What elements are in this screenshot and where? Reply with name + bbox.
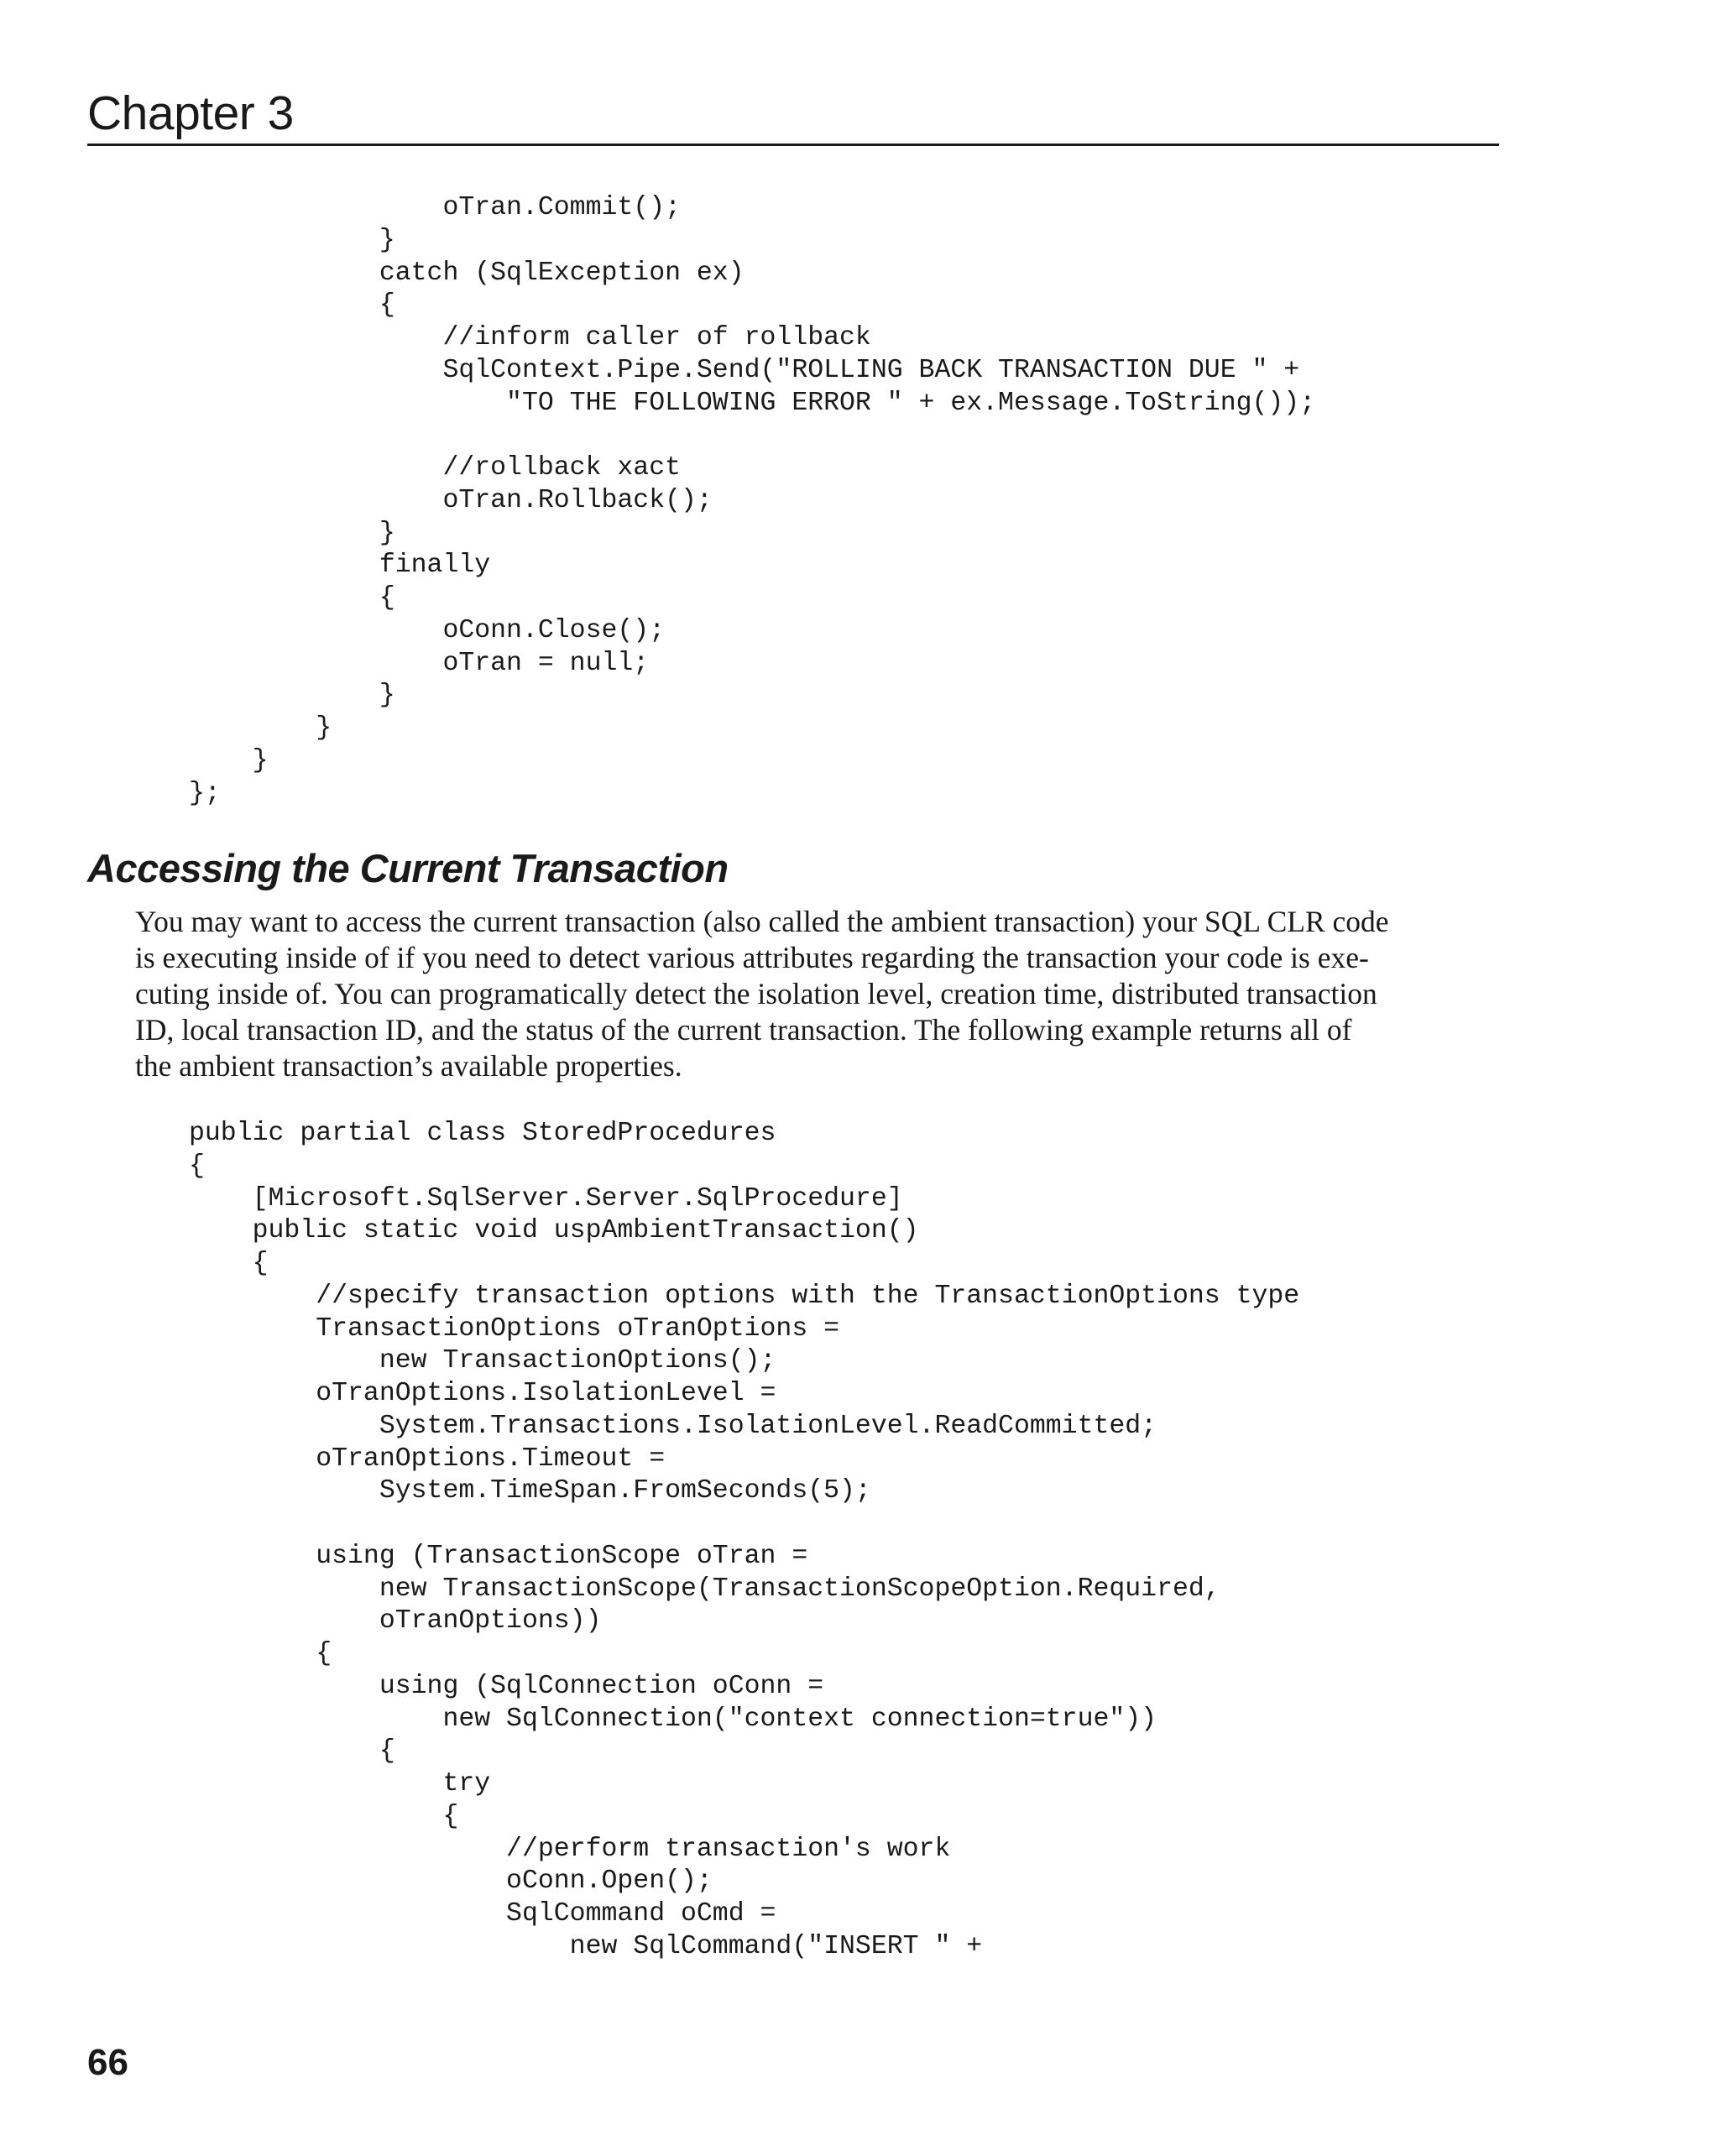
code-line: System.TimeSpan.FromSeconds(5); (189, 1476, 871, 1506)
code-line: { (189, 1249, 269, 1278)
code-line: //rollback xact (189, 453, 681, 483)
code-line: public partial class StoredProcedures (189, 1119, 776, 1148)
code-line: } (189, 745, 269, 775)
paragraph-line: ID, local transaction ID, and the status of the current transaction. The following example returns all of (135, 1013, 1352, 1047)
code-line: oTranOptions.IsolationLevel = (189, 1379, 776, 1408)
code-line: }; (189, 778, 221, 808)
code-line: catch (SqlException ex) (189, 258, 745, 288)
code-line: oConn.Open(); (189, 1866, 713, 1897)
code-line: using (SqlConnection oConn = (189, 1671, 824, 1701)
code-line: //inform caller of rollback (189, 323, 871, 352)
code-line: } (189, 225, 395, 255)
code-line: oConn.Close(); (189, 615, 666, 645)
code-line: SqlCommand oCmd = (189, 1899, 776, 1929)
code-line: { (189, 1801, 459, 1831)
code-line: try (189, 1769, 491, 1798)
code-block-continued (189, 192, 1315, 810)
code-line: { (189, 1151, 205, 1181)
code-line: "TO THE FOLLOWING ERROR " + ex.Message.ToString()); (189, 388, 1316, 418)
body-paragraph (135, 904, 1499, 1084)
code-line: } (189, 713, 332, 743)
paragraph-line: is executing inside of if you need to detect various attributes regarding the transaction your code is exe- (135, 941, 1369, 974)
chapter-header (87, 84, 1499, 146)
paragraph-line: cuting inside of. You can programatically detect the isolation level, creation time, distributed transaction (135, 977, 1377, 1010)
code-line: oTranOptions.Timeout = (189, 1443, 666, 1474)
chapter-title: Chapter 3 (87, 86, 294, 140)
code-line: new SqlConnection("context connection=true")) (189, 1704, 1157, 1734)
section-heading: Accessing the Current Transaction (87, 846, 729, 890)
code-line: oTranOptions)) (189, 1606, 602, 1637)
code-line: TransactionOptions oTranOptions = (189, 1313, 840, 1344)
code-line: finally (189, 551, 491, 581)
code-line: new SqlCommand("INSERT " + (189, 1931, 983, 1961)
code-line: System.Transactions.IsolationLevel.ReadCommitted; (189, 1411, 1157, 1441)
paragraph-line: You may want to access the current transaction (also called the ambient transaction) your SQL CLR code (135, 905, 1389, 938)
code-line: new TransactionScope(TransactionScopeOption.Required, (189, 1574, 1220, 1604)
page-number: 66 (87, 2042, 128, 2083)
code-line: { (189, 1639, 332, 1668)
code-line: } (189, 681, 395, 711)
code-line: public static void uspAmbientTransaction() (189, 1216, 919, 1246)
code-line: new TransactionOptions(); (189, 1346, 776, 1376)
code-line: //perform transaction's work (189, 1834, 951, 1864)
code-line: using (TransactionScope oTran = (189, 1541, 808, 1571)
code-line (189, 420, 1315, 452)
code-line: { (189, 583, 395, 613)
code-line: { (189, 1736, 395, 1767)
code-line: { (189, 290, 395, 321)
code-line (189, 1508, 1299, 1541)
code-line: } (189, 518, 395, 548)
code-line: oTran = null; (189, 648, 650, 678)
code-line: oTran.Commit(); (189, 193, 681, 222)
code-block-ambient-transaction (189, 1118, 1299, 1964)
code-line: SqlContext.Pipe.Send("ROLLING BACK TRANSACTION DUE " + (189, 355, 1300, 385)
code-line: [Microsoft.SqlServer.Server.SqlProcedure] (189, 1183, 903, 1214)
code-line: //specify transaction options with the TransactionOptions type (189, 1281, 1300, 1311)
paragraph-line: the ambient transaction’s available properties. (135, 1049, 682, 1083)
code-line: oTran.Rollback(); (189, 485, 713, 515)
